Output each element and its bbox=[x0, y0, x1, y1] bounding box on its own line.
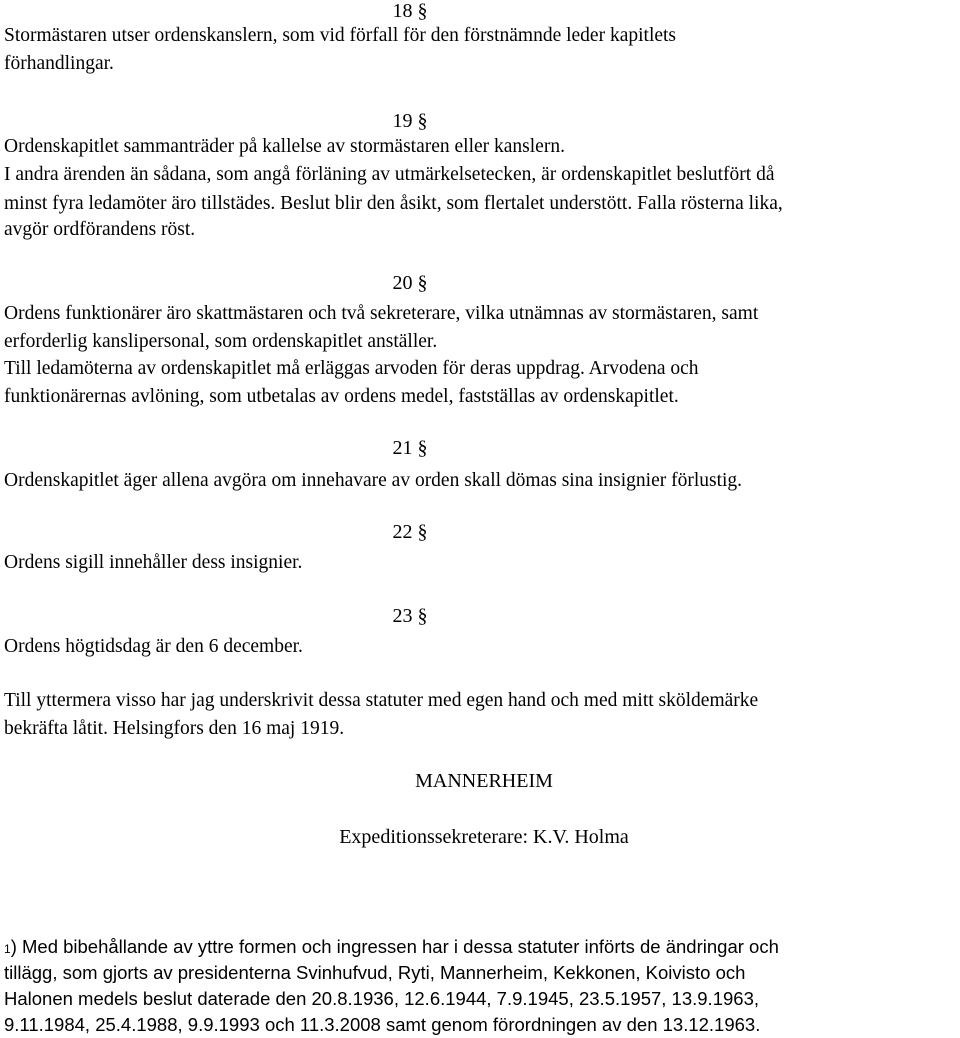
section-heading-22: 22 § bbox=[392, 521, 428, 543]
signature: MANNERHEIM bbox=[415, 770, 553, 792]
section-20-body bbox=[4, 300, 956, 410]
section-20-line-1: Ordens funktionärer äro skattmästaren och två sekreterare, vilka utnämnas av stormästaren, samt bbox=[4, 303, 759, 324]
closing-paragraph bbox=[4, 687, 956, 742]
section-heading-20: 20 § bbox=[392, 272, 428, 294]
section-21-body bbox=[4, 467, 956, 495]
section-23-line-1: Ordens högtidsdag är den 6 december. bbox=[4, 636, 303, 657]
section-19-line-4: avgör ordförandens röst. bbox=[4, 219, 196, 240]
section-21-line-1: Ordenskapitlet äger allena avgöra om innehavare av orden skall dömas sina insignier förlustig. bbox=[4, 470, 743, 491]
section-20-line-4: funktionärernas avlöning, som utbetalas av ordens medel, fastställas av ordenskapitlet. bbox=[4, 385, 679, 407]
section-18-line-2: förhandlingar. bbox=[4, 52, 114, 74]
section-18-body bbox=[4, 22, 956, 77]
countersignature: Expeditionssekreterare: K.V. Holma bbox=[339, 826, 629, 848]
section-heading-18: 18 § bbox=[392, 0, 428, 22]
section-22-body bbox=[4, 549, 956, 577]
closing-line-1: Till yttermera visso har jag underskrivit dessa statuter med egen hand och med mitt sköldemärke bbox=[4, 690, 759, 711]
footnote bbox=[4, 934, 956, 1038]
footnote-line-1-text: ) Med bibehållande av yttre formen och ingressen har i dessa statuter införts de ändringar och bbox=[10, 936, 779, 957]
closing-line-2: bekräfta låtit. Helsingfors den 16 maj 1919. bbox=[4, 717, 345, 739]
section-18-line-1: Stormästaren utser ordenskanslern, som vid förfall för den förstnämnde leder kapitlets bbox=[4, 25, 677, 46]
section-19-line-3: minst fyra ledamöter äro tillstädes. Beslut blir den åsikt, som flertalet understött. Falla rösterna lika, bbox=[4, 193, 783, 214]
section-heading-19: 19 § bbox=[392, 110, 428, 132]
footnote-line-3: Halonen medels beslut daterade den 20.8.1936, 12.6.1944, 7.9.1945, 23.5.1957, 13.9.1963, bbox=[4, 988, 759, 1009]
footnote-line-2: tillägg, som gjorts av presidenterna Svinhufvud, Ryti, Mannerheim, Kekkonen, Koivisto och bbox=[4, 962, 746, 983]
section-19-line-2: I andra ärenden än sådana, som angå förläning av utmärkelsetecken, är ordenskapitlet beslutfört då bbox=[4, 164, 775, 185]
section-23-body bbox=[4, 633, 956, 661]
footnote-marker: 1 bbox=[4, 942, 11, 956]
section-22-line-1: Ordens sigill innehåller dess insignier. bbox=[4, 552, 303, 573]
section-20-line-2: erforderlig kanslipersonal, som ordenskapitlet anställer. bbox=[4, 330, 438, 352]
section-heading-23: 23 § bbox=[392, 605, 428, 627]
section-19-line-1: Ordenskapitlet sammanträder på kallelse av stormästaren eller kanslern. bbox=[4, 136, 565, 157]
footnote-line-1 bbox=[4, 934, 956, 960]
footnote-line-4: 9.11.1984, 25.4.1988, 9.9.1993 och 11.3.2008 samt genom förordningen av den 13.12.1963. bbox=[4, 1014, 761, 1035]
section-19-body bbox=[4, 134, 956, 242]
section-20-line-3: Till ledamöterna av ordenskapitlet må erläggas arvoden för deras uppdrag. Arvodena och bbox=[4, 358, 699, 379]
section-heading-21: 21 § bbox=[392, 437, 428, 459]
